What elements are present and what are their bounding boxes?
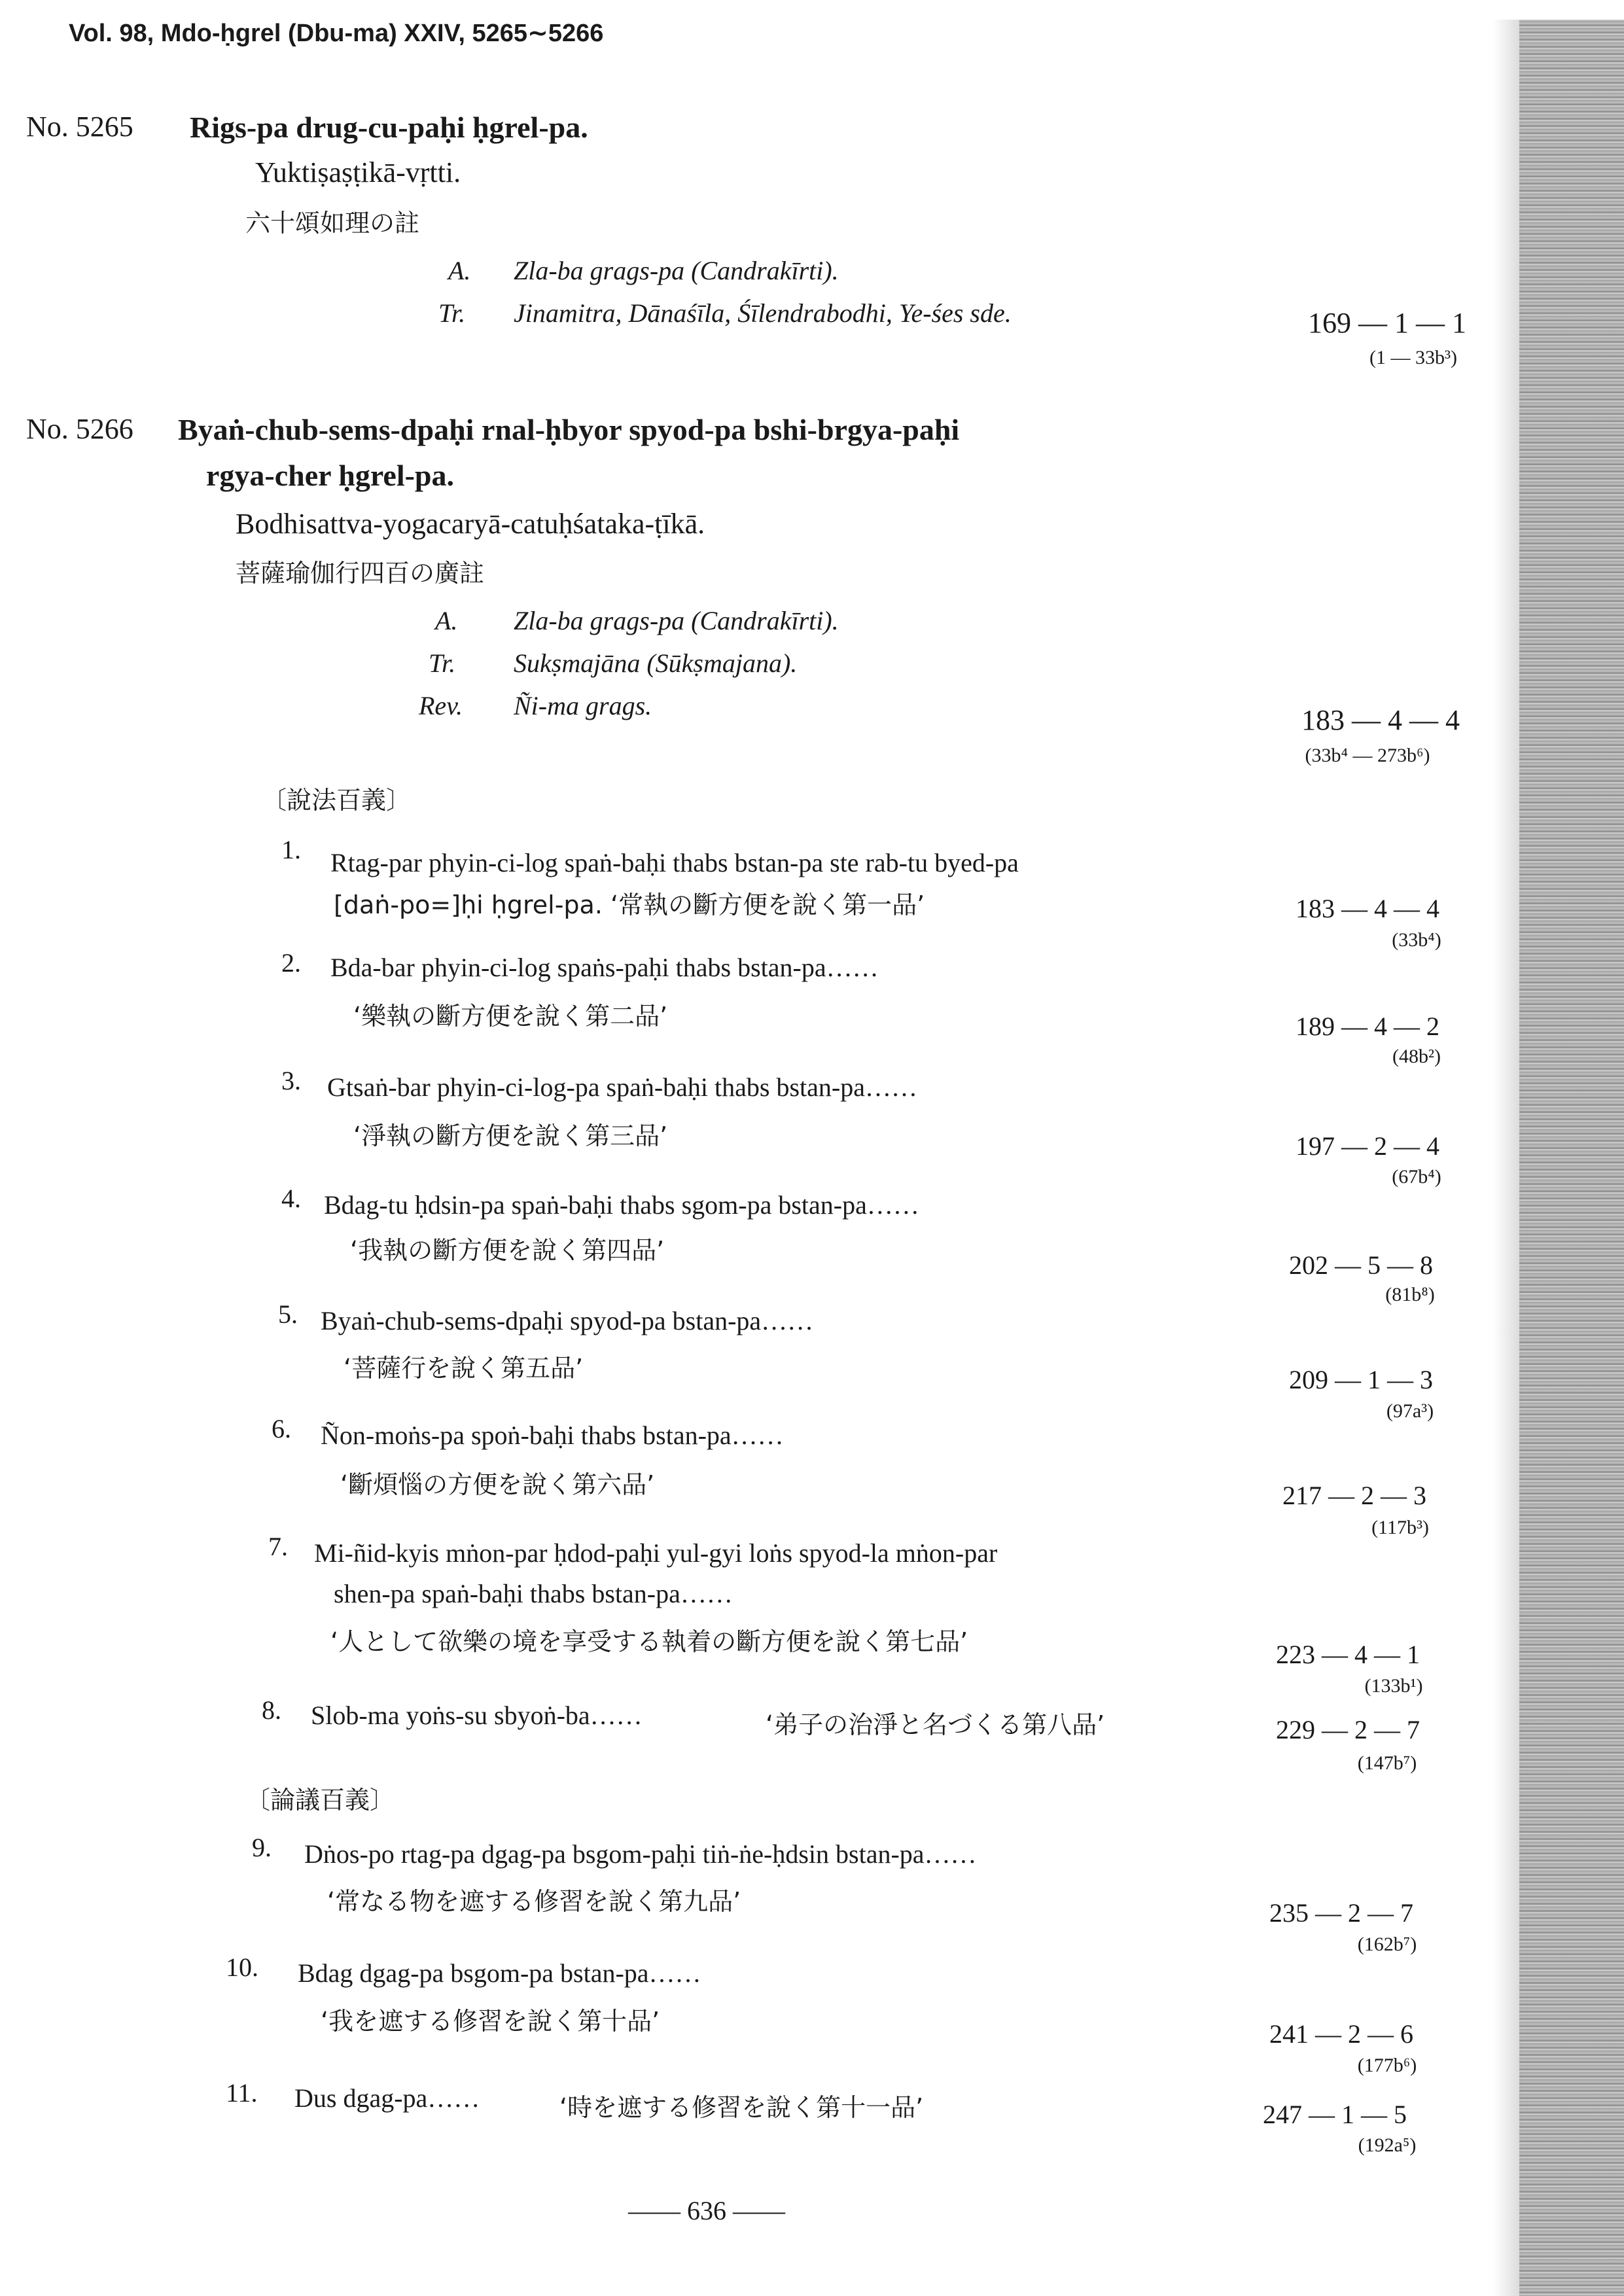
scan-edge [1519, 20, 1624, 2296]
folio-ref: (1 — 33b³) [1369, 347, 1457, 368]
page-number: —— 636 —— [628, 2196, 785, 2225]
chapter-number: 3. [281, 1066, 301, 1095]
chapter-folio: (117b³) [1371, 1517, 1429, 1538]
chapter-title: Dus dgag-pa…… [294, 2083, 480, 2113]
chapter-number: 8. [262, 1695, 281, 1725]
chapter-title: Bda-bar phyin-ci-log spaṅs-paḥi thabs bstan-pa…… [330, 953, 879, 982]
chapter-number: 6. [272, 1414, 291, 1443]
chapter-subtitle: ‘我を遮する修習を說く第十品’ [321, 2007, 660, 2036]
chapter-ref: 247 — 1 — 5 [1263, 2100, 1407, 2129]
chapter-folio: (81b⁸) [1385, 1284, 1435, 1305]
chapter-title: Slob-ma yoṅs-su sbyoṅ-ba…… [311, 1701, 643, 1730]
chapter-number: 5. [278, 1299, 298, 1329]
chapter-number: 10. [226, 1952, 258, 1982]
chapter-number: 2. [281, 948, 301, 978]
chapter-number: 4. [281, 1184, 301, 1213]
chapter-title: Bdag dgag-pa bsgom-pa bstan-pa…… [298, 1958, 701, 1988]
translator-label: Tr. [438, 298, 466, 328]
chapter-folio: (67b⁴) [1392, 1166, 1441, 1188]
chapter-subtitle: ‘淨執の斷方便を說く第三品’ [353, 1122, 668, 1150]
section-heading: 〔論議百義〕 [245, 1786, 395, 1814]
sanskrit-title: Bodhisattva-yogacaryā-catuḥśataka-ṭīkā. [236, 508, 705, 540]
chapter-subtitle: ‘我執の斷方便を說く第四品’ [350, 1236, 665, 1265]
chapter-ref: 235 — 2 — 7 [1269, 1898, 1413, 1928]
japanese-title: 菩薩瑜伽行四百の廣註 [236, 559, 485, 588]
reviser: Ñi-ma grags. [514, 691, 652, 720]
translator: Jinamitra, Dānaśīla, Śīlendrabodhi, Ye-śes sde. [514, 298, 1012, 328]
chapter-subtitle: ‘人として欲樂の境を享受する執着の斷方便を說く第七品’ [330, 1627, 968, 1656]
entry-title-line1: Byaṅ-chub-sems-dpaḥi rnal-ḥbyor spyod-pa bshi-brgya-paḥi [178, 413, 960, 446]
japanese-title: 六十頌如理の註 [245, 209, 420, 238]
chapter-ref: 189 — 4 — 2 [1296, 1012, 1439, 1041]
chapter-folio: (133b¹) [1364, 1675, 1423, 1697]
translator: Sukṣmajāna (Sūkṣmajana). [514, 648, 798, 678]
chapter-number: 11. [226, 2078, 258, 2108]
section-heading: 〔說法百義〕 [262, 786, 412, 815]
chapter-title: Bdag-tu ḥdsin-pa spaṅ-baḥi thabs sgom-pa bstan-pa…… [324, 1190, 919, 1220]
chapter-folio: (97a³) [1386, 1400, 1434, 1422]
chapter-folio: (177b⁶) [1357, 2055, 1417, 2076]
chapter-title: Dṅos-po rtag-pa dgag-pa bsgom-paḥi tiṅ-ṅe-ḥdsin bstan-pa…… [304, 1839, 977, 1869]
chapter-number: 7. [268, 1532, 288, 1561]
entry-number: No. 5266 [26, 413, 133, 445]
chapter-folio: (33b⁴) [1392, 929, 1441, 951]
chapter-ref: 209 — 1 — 3 [1289, 1365, 1433, 1394]
chapter-ref: 223 — 4 — 1 [1276, 1640, 1420, 1669]
author: Zla-ba grags-pa (Candrakīrti). [514, 256, 839, 285]
chapter-subtitle: ‘常なる物を遮する修習を說く第九品’ [327, 1887, 741, 1916]
chapter-ref: 217 — 2 — 3 [1282, 1481, 1426, 1510]
chapter-ref: 197 — 2 — 4 [1296, 1131, 1439, 1161]
chapter-subtitle: ‘斷煩惱の方便を說く第六品’ [340, 1470, 655, 1499]
catalog-ref: 183 — 4 — 4 [1301, 704, 1460, 736]
page-header: Vol. 98, Mdo-ḥgrel (Dbu-ma) XXIV, 5265∼5266 [69, 20, 604, 47]
chapter-subtitle: ‘樂執の斷方便を說く第二品’ [353, 1002, 668, 1031]
chapter-title: Mi-ñid-kyis mṅon-par ḥdod-paḥi yul-gyi loṅs spyod-la mṅon-par [314, 1538, 998, 1568]
chapter-folio: (147b⁷) [1357, 1752, 1417, 1774]
chapter-ref: 241 — 2 — 6 [1269, 2019, 1413, 2049]
chapter-title: Ñon-moṅs-pa spoṅ-baḥi thabs bstan-pa…… [321, 1421, 784, 1450]
chapter-subtitle: ‘時を遮する修習を說く第十一品’ [559, 2093, 924, 2122]
entry-number: No. 5265 [26, 111, 133, 143]
entry-title-line2: rgya-cher ḥgrel-pa. [206, 459, 455, 492]
translator-label: Tr. [429, 648, 456, 678]
scan-shadow [1493, 20, 1519, 2296]
catalog-ref: 169 — 1 — 1 [1308, 307, 1466, 339]
chapter-title: Rtag-par phyin-ci-log spaṅ-baḥi thabs bstan-pa ste rab-tu byed-pa [330, 848, 1019, 877]
author: Zla-ba grags-pa (Candrakīrti). [514, 606, 839, 635]
reviser-label: Rev. [419, 691, 463, 720]
chapter-ref: 202 — 5 — 8 [1289, 1250, 1433, 1280]
author-label: A. [435, 606, 458, 635]
chapter-number: 1. [281, 835, 301, 864]
author-label: A. [448, 256, 471, 285]
chapter-title: Gtsaṅ-bar phyin-ci-log-pa spaṅ-baḥi thabs bstan-pa…… [327, 1072, 917, 1102]
chapter-subtitle: ‘菩薩行を說く第五品’ [344, 1354, 584, 1383]
chapter-title-cont: shen-pa spaṅ-baḥi thabs bstan-pa…… [334, 1579, 733, 1608]
entry-title: Rigs-pa drug-cu-paḥi ḥgrel-pa. [190, 111, 588, 144]
chapter-title: Byaṅ-chub-sems-dpaḥi spyod-pa bstan-pa…… [321, 1306, 814, 1335]
chapter-subtitle: ‘弟子の治淨と名づくる第八品’ [766, 1710, 1105, 1739]
sanskrit-title: Yuktiṣaṣṭikā-vṛtti. [255, 156, 461, 188]
chapter-folio: (192a⁵) [1358, 2134, 1417, 2156]
folio-ref: (33b⁴ — 273b⁶) [1305, 745, 1430, 766]
chapter-ref: 229 — 2 — 7 [1276, 1715, 1420, 1744]
chapter-number: 9. [252, 1833, 272, 1862]
chapter-ref: 183 — 4 — 4 [1296, 894, 1439, 923]
chapter-folio: (48b²) [1392, 1046, 1441, 1067]
chapter-folio: (162b⁷) [1357, 1934, 1417, 1955]
chapter-subtitle: [daṅ-po=]ḥi ḥgrel-pa. ‘常執の斷方便を說く第一品’ [334, 891, 925, 919]
